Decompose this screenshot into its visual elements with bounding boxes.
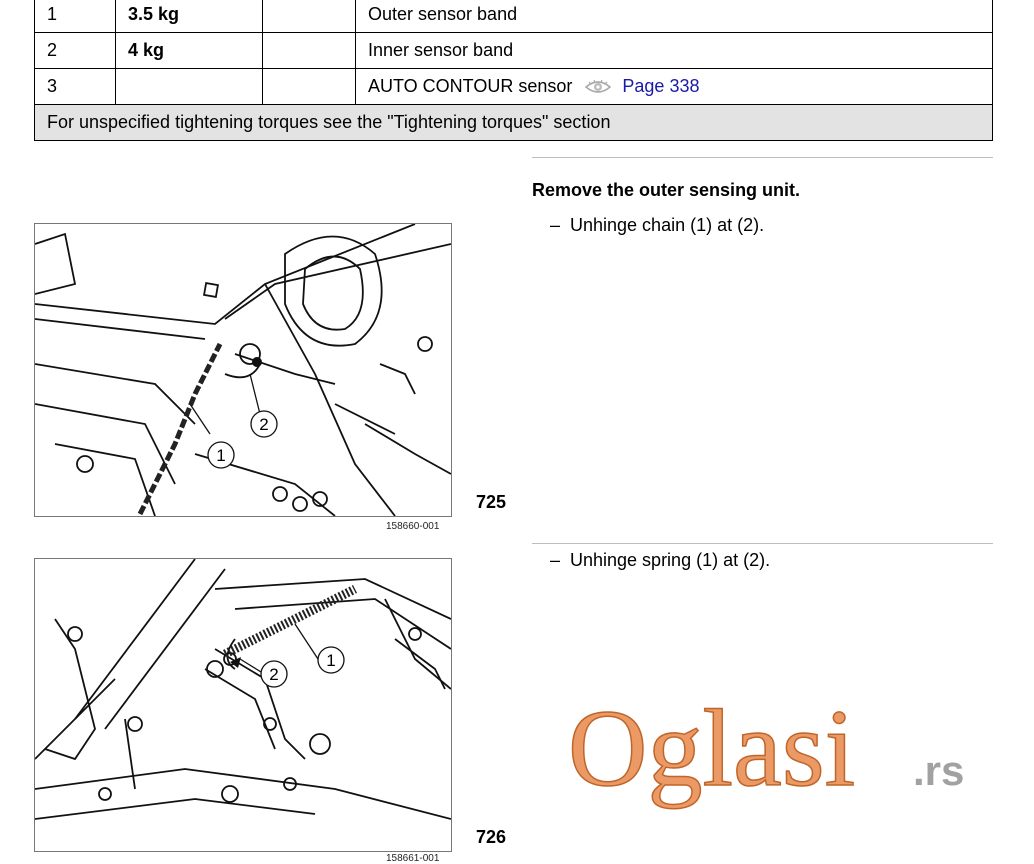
table-row (35, 69, 993, 105)
eye-icon (585, 79, 611, 95)
callout-2-label: 2 (259, 415, 269, 434)
row-weight: 4 kg (116, 33, 263, 69)
callout-1-label: 1 (326, 651, 336, 670)
page-338-link[interactable]: Page 338 (622, 76, 700, 96)
row-description: Inner sensor band (356, 33, 993, 69)
oglasi-watermark (568, 690, 988, 820)
row-number: 1 (35, 0, 116, 33)
row-extra (263, 0, 356, 33)
table-note-row (35, 105, 993, 141)
row-extra (263, 69, 356, 105)
row-description: Outer sensor band (356, 0, 993, 33)
row-weight: 3.5 kg (116, 0, 263, 33)
step-text: Unhinge spring (1) at (2). (570, 550, 771, 570)
step-dash: – (550, 215, 561, 235)
oglasi-logo-icon (568, 690, 988, 820)
step-unhinge-chain (550, 215, 764, 236)
section-divider (532, 543, 993, 544)
figure-726-number: 726 (476, 827, 507, 847)
figure-726-illustration (34, 558, 452, 852)
step-text: Unhinge chain (1) at (2). (570, 215, 765, 235)
figure-726-code: 158661-001 (386, 853, 440, 864)
watermark-brand: Oglasi (568, 690, 856, 809)
callout-1-label: 1 (216, 446, 226, 465)
callout-2-label: 2 (269, 665, 279, 684)
watermark-tld: .rs (913, 747, 965, 794)
table-row (35, 33, 993, 69)
tightening-torques-note: For unspecified tightening torques see the "Tightening torques" section (35, 105, 993, 141)
spring-assembly-drawing (35, 559, 451, 851)
row-number: 3 (35, 69, 116, 105)
chain-assembly-drawing (35, 224, 451, 516)
figure-725-illustration (34, 223, 452, 517)
torque-table (34, 0, 993, 141)
row-extra (263, 33, 356, 69)
section-divider (532, 157, 993, 158)
section-heading: Remove the outer sensing unit. (532, 180, 801, 200)
row-number: 2 (35, 33, 116, 69)
step-unhinge-spring (550, 550, 770, 571)
step-dash: – (550, 550, 561, 570)
table-row (35, 0, 993, 33)
row-description (356, 69, 993, 105)
figure-725-number: 725 (476, 492, 507, 512)
row-weight (116, 69, 263, 105)
row-description-text: AUTO CONTOUR sensor (368, 76, 573, 96)
figure-725-code: 158660-001 (386, 521, 440, 532)
